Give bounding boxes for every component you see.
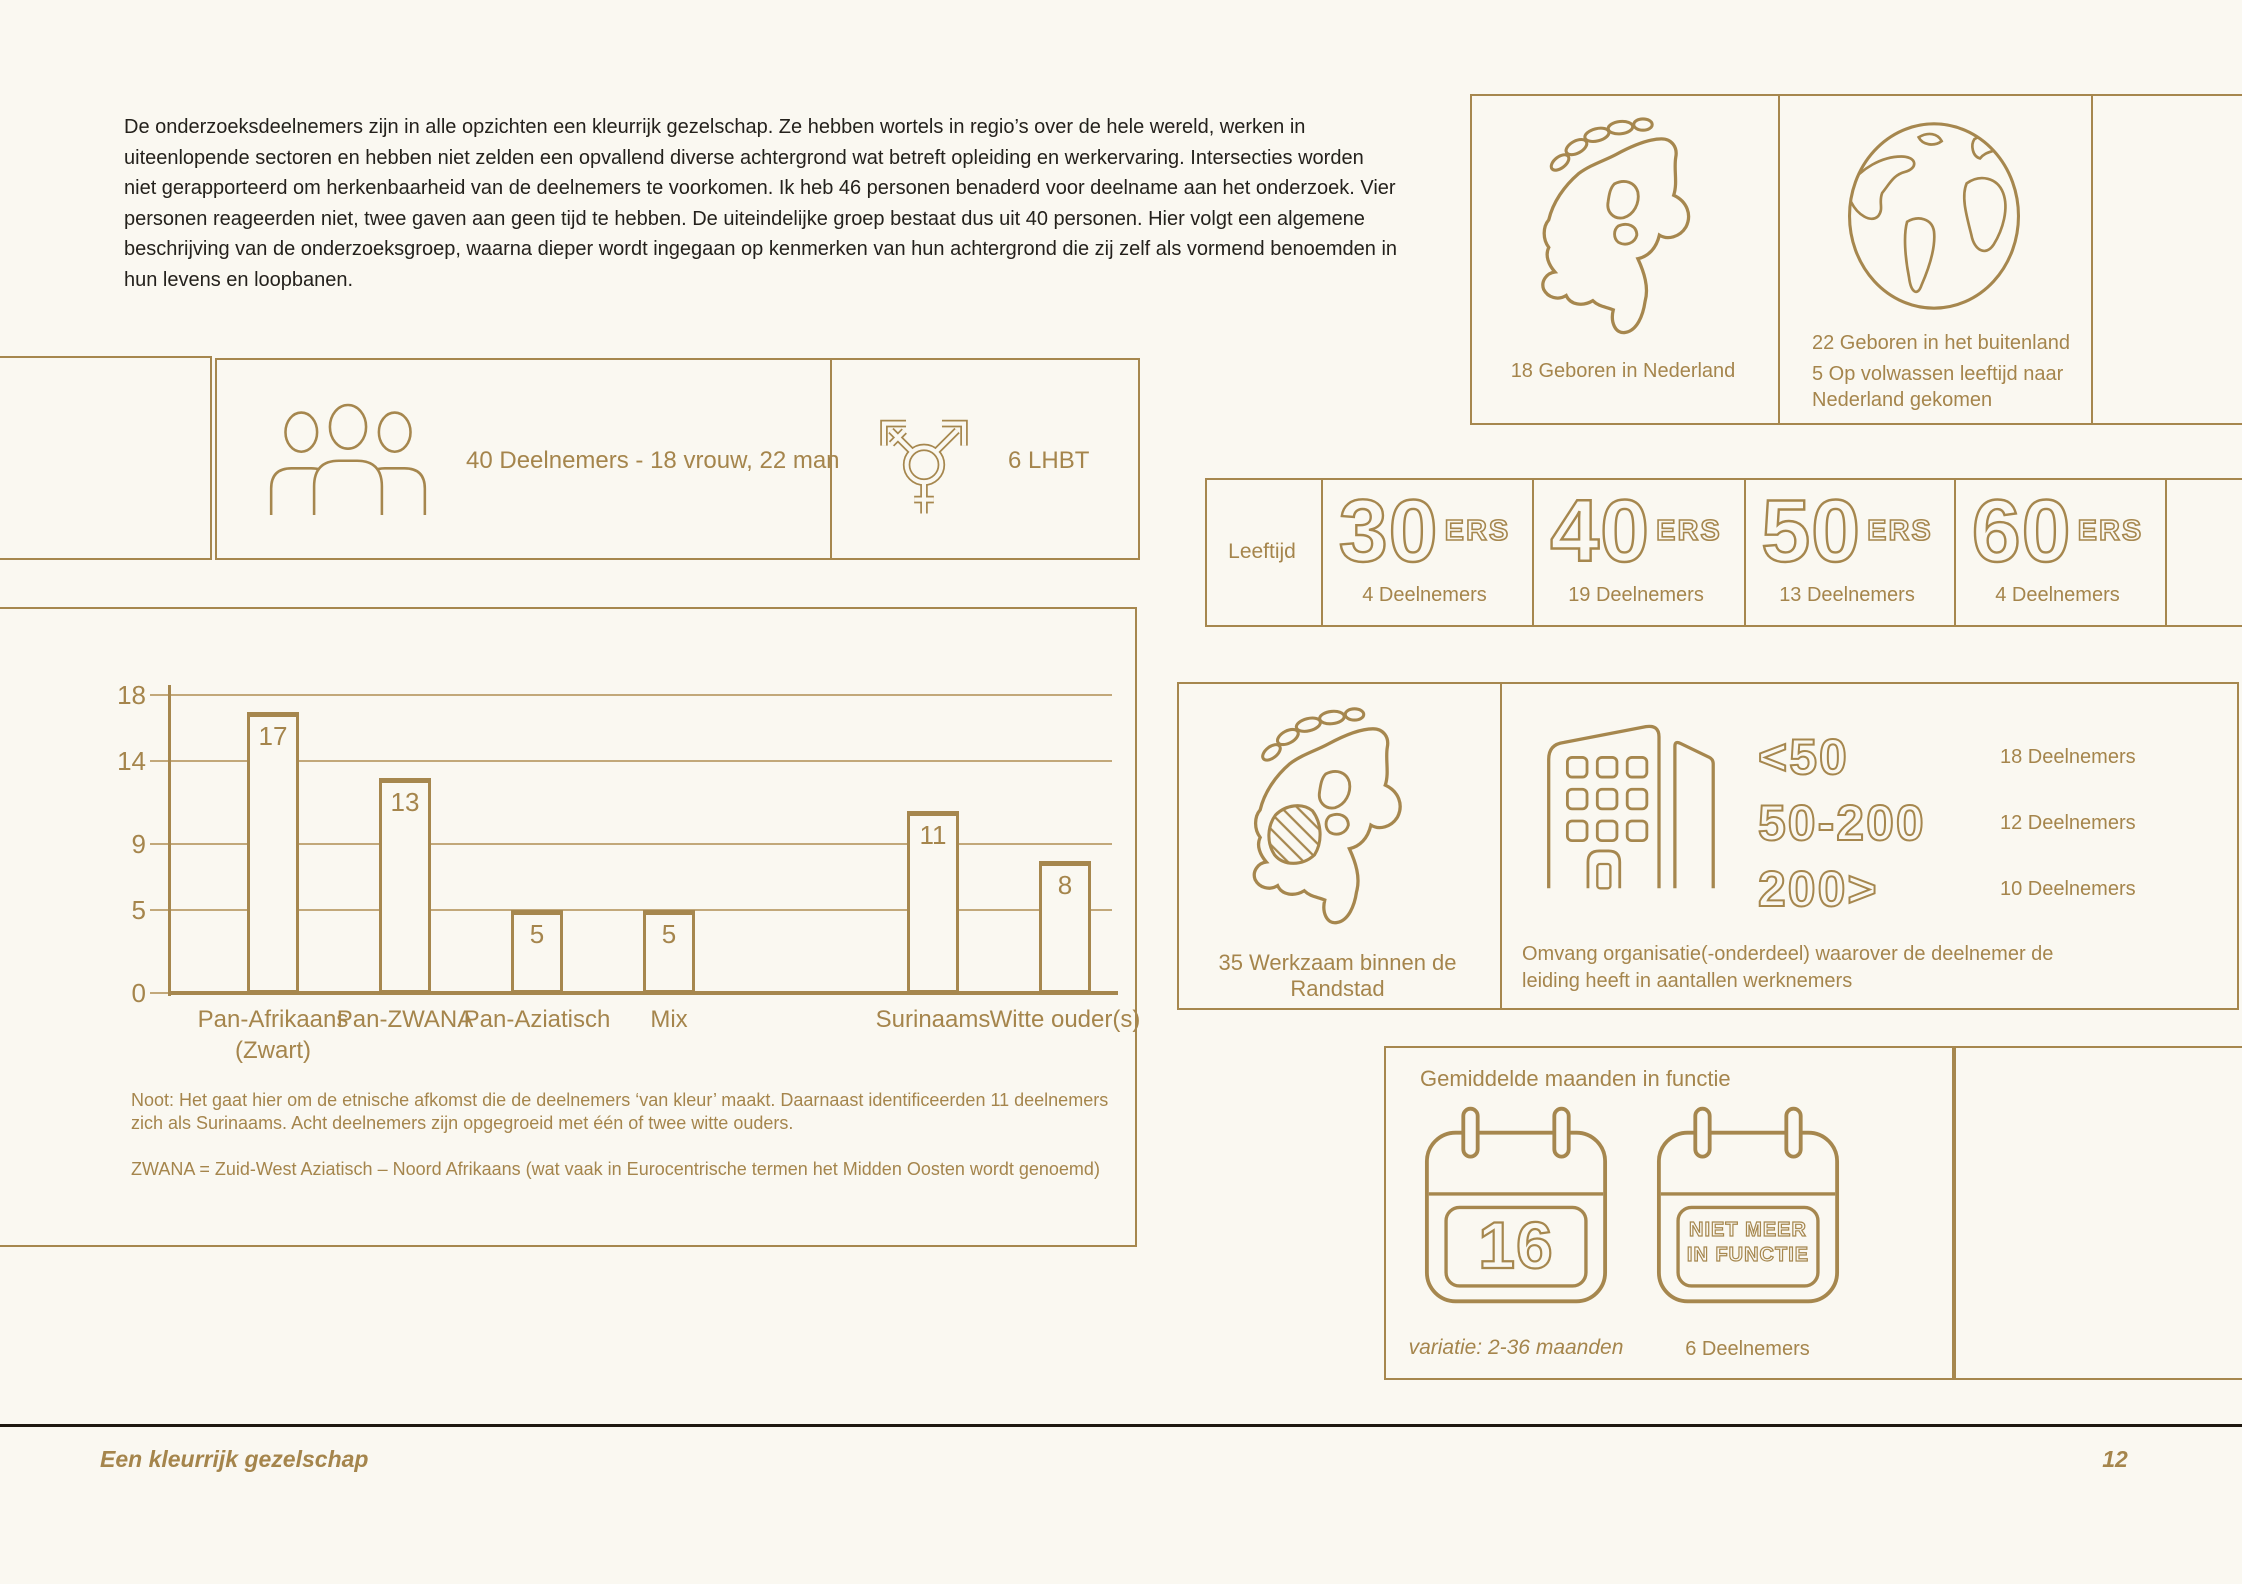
axis-tick (150, 992, 170, 994)
age-group-30s (1321, 481, 1528, 607)
building-icon (1530, 700, 1745, 899)
org-size-count: 12 Deelnemers (2000, 812, 2136, 834)
netherlands-map-icon (1515, 106, 1730, 352)
age-count: 4 Deelnemers (1362, 584, 1487, 606)
org-size-count: 10 Deelnemers (2000, 878, 2136, 900)
age-count: 13 Deelnemers (1779, 584, 1915, 606)
bar-value-label: 8 (1057, 869, 1073, 900)
born-nl-label: 18 Geboren in Nederland (1510, 360, 1736, 382)
age-count: 4 Deelnemers (1995, 584, 2120, 606)
bar-value-label: 17 (258, 720, 288, 751)
participants-side-box (0, 356, 212, 560)
age-decade: 60 (1971, 481, 2072, 580)
tenure-months-value: 16 (1478, 1208, 1554, 1282)
adult-arrival-label: 5 Op volwassen leeftijd naar Nederland gekomen (1812, 363, 2064, 411)
globe-icon (1838, 112, 2030, 320)
y-tick-label: 9 (131, 829, 146, 860)
category-label: Pan-ZWANA (336, 1006, 474, 1033)
category-label: (Zwart) (235, 1037, 311, 1064)
age-suffix: ERS (2077, 514, 2144, 547)
org-size-count: 18 Deelnemers (2000, 746, 2136, 768)
age-suffix: ERS (1444, 514, 1511, 547)
panel-divider (2165, 480, 2167, 625)
intro-paragraph: De onderzoeksdeelnemers zijn in alle opzichten een kleurrijk gezelschap. Ze hebben wortels in regio’s over de hele wereld, werken in uiteenlopende sectoren en hebben niet zelden een opvallend diverse achtergrond wat betreft opleiding en werkervaring. Intersecties worden niet gerapporteerd om herkenbaarheid van de deelnemers te voorkomen. Ik heb 46 personen benaderd voor deelname aan het onderzoek. Vier personen reageerden niet, twee gaven aan geen tijd te hebben. De uiteindelijke groep bestaat dus uit 40 personen. Hier volgt een algemene beschrijving van de onderzoeksgroep, waarna dieper wordt ingegaan op kenmerken van hun achtergrond die zij zelf als vormend benoemden in hun levens en loopbanen. (124, 116, 1398, 291)
tenure-count-label: 6 Deelnemers (1685, 1338, 1810, 1360)
y-tick-label: 5 (131, 895, 146, 926)
category-label: Witte ouder(s) (989, 1006, 1141, 1033)
netherlands-map-randstad-icon (1221, 696, 1447, 942)
age-axis-label: Leeftijd (1228, 540, 1296, 563)
org-size-value: <50 (1758, 729, 1849, 785)
tenure-empty-box (1954, 1046, 2242, 1380)
category-label: Pan-Aziatisch (463, 1006, 611, 1033)
category-label: Mix (650, 1006, 688, 1033)
bar-value-label: 5 (529, 919, 545, 950)
randstad-hatched-region (1269, 806, 1320, 864)
org-size-caption: Omvang organisatie(-onderdeel) waarover de deelnemer de leiding heeft in aantallen werknemers (1522, 943, 2054, 992)
y-tick-label: 0 (131, 978, 146, 1008)
y-tick-label: 14 (117, 746, 146, 777)
y-tick-label: 18 (117, 680, 146, 711)
age-decade: 40 (1550, 481, 1651, 580)
not-in-function-label: NIET MEER IN FUNCTIE (1686, 1219, 1810, 1266)
age-decade: 50 (1761, 481, 1862, 580)
panel-divider (1500, 684, 1502, 1008)
bar (247, 712, 299, 993)
panel-divider (2091, 96, 2093, 423)
age-group-60s (1954, 481, 2161, 607)
zwana-note: ZWANA = Zuid-West Aziatisch – Noord Afrikaans (wat vaak in Eurocentrische termen het Midden Oosten wordt genoemd) (131, 1159, 1100, 1179)
bar-value-label: 13 (390, 786, 420, 817)
panel-divider (1778, 96, 1780, 423)
gridline (150, 694, 1112, 696)
org-size-value: 50-200 (1758, 795, 1926, 851)
calendar-icon (1652, 1102, 1844, 1308)
bar-value-label: 11 (919, 819, 947, 850)
age-suffix: ERS (1656, 514, 1722, 547)
born-abroad-label: 22 Geboren in het buitenland (1812, 332, 2070, 354)
ethnicity-bar-chart (0, 607, 1140, 1251)
y-axis-line (168, 685, 171, 996)
category-label: Pan-Afrikaans (197, 1006, 349, 1033)
age-count: 19 Deelnemers (1568, 584, 1704, 606)
age-suffix: ERS (1867, 514, 1933, 547)
people-group-icon (250, 402, 446, 515)
lhbt-label: 6 LHBT (1008, 447, 1090, 474)
category-label: Surinaams (875, 1006, 991, 1033)
age-decade: 30 (1338, 481, 1439, 580)
transgender-icon (866, 376, 982, 528)
age-group-50s (1744, 481, 1950, 607)
footer-title: Een kleurrijk gezelschap (100, 1446, 369, 1472)
tenure-title: Gemiddelde maanden in functie (1420, 1066, 1731, 1091)
tenure-variation-label: variatie: 2-36 maanden (1408, 1336, 1624, 1359)
age-group-40s (1532, 481, 1740, 607)
page-number: 12 (2102, 1446, 2128, 1472)
bar-value-label: 5 (661, 919, 677, 950)
participants-label: 40 Deelnemers - 18 vrouw, 22 man (466, 447, 840, 474)
randstad-label: 35 Werkzaam binnen de Randstad (1218, 950, 1457, 1001)
org-size-value: 200> (1758, 861, 1879, 917)
chart-note: Noot: Het gaat hier om de etnische afkomst die de deelnemers ‘van kleur’ maakt. Daarnaast identificeerden 11 deelnemers zich als Surinaams. Acht deelnemers zijn opgegroeid met één of twee witte ouders. (131, 1090, 1109, 1133)
footer-rule (0, 1424, 2242, 1427)
